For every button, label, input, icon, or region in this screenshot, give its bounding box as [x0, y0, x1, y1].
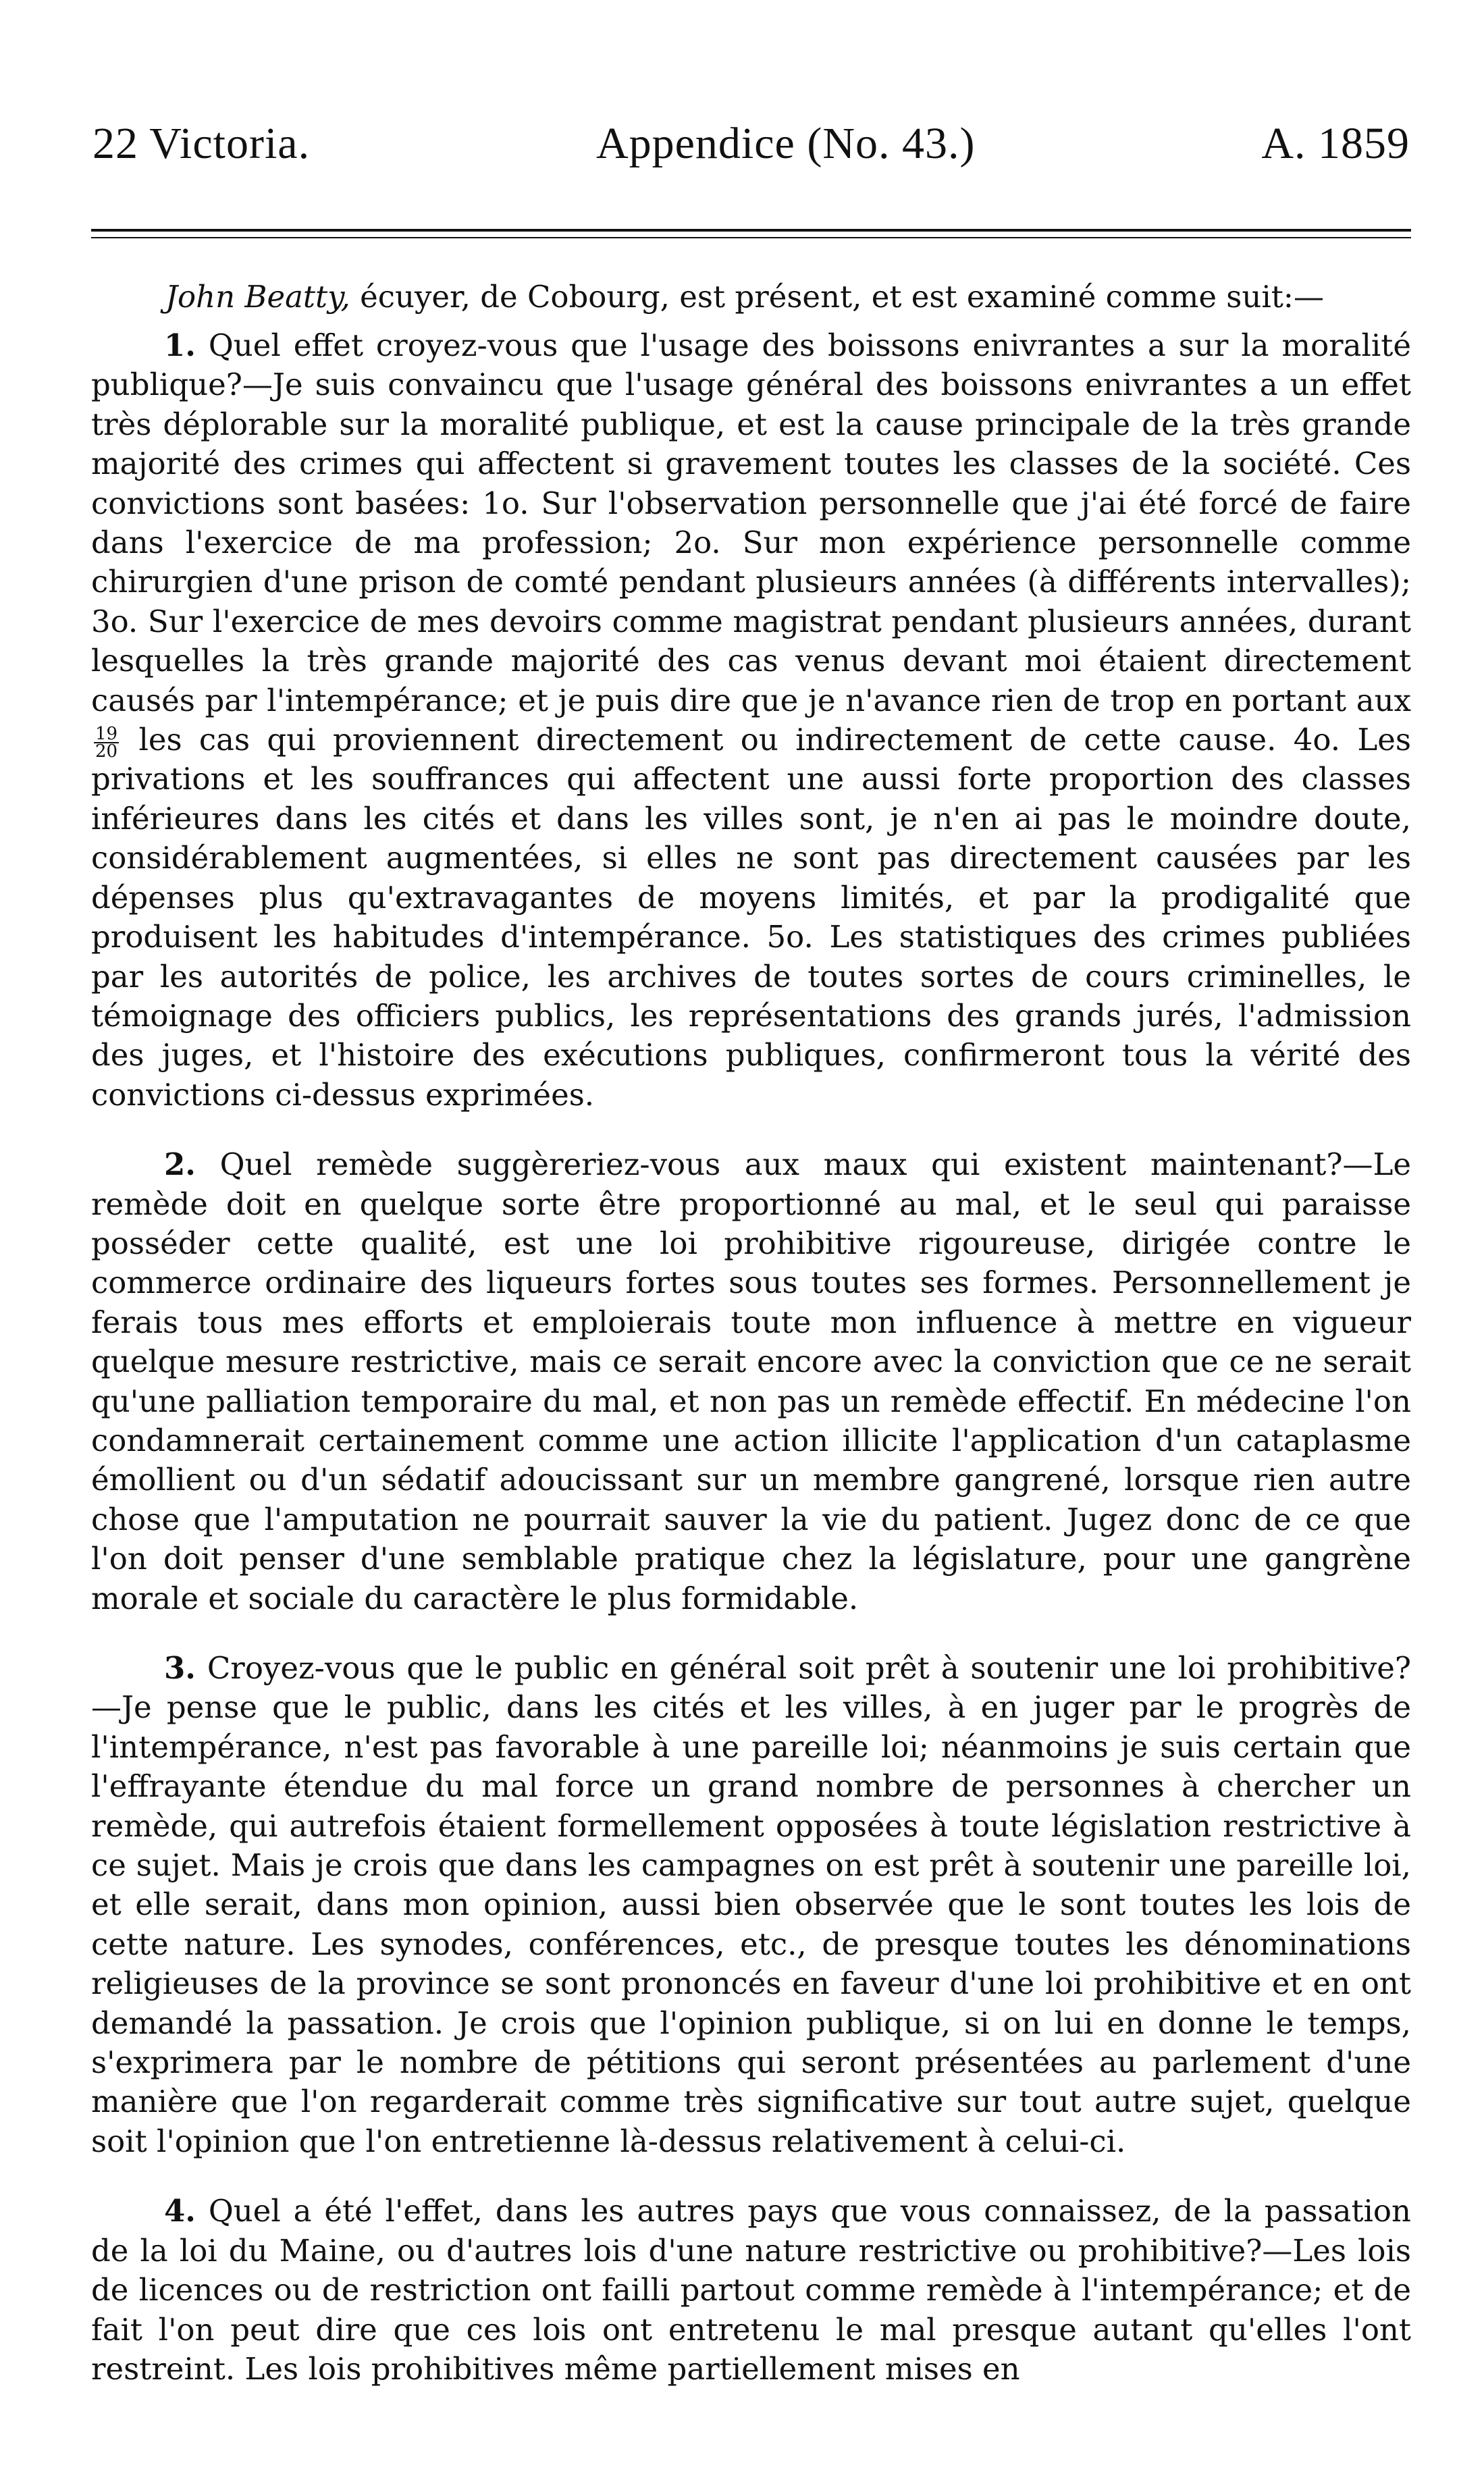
question-3 — [91, 1649, 1411, 2161]
question-3-text: Croyez-vous que le public en général soit prêt à soutenir une loi prohibitive?—Je pense que le public, dans les cités et les villes, à en juger par le progrès de l'intempérance, n'est pas favorable à une pareille loi; néanmoins je suis certain que l'effrayante étendue du mal force un grand nombre de personnes à chercher un remède, qui autrefois étaient formellement opposées à toute législation restrictive à ce sujet. Mais je crois que dans les campagnes on est prêt à soutenir une pareille loi, et elle serait, dans mon opinion, aussi bien observée que le sont toutes les lois de cette nature. Les synodes, conférences, etc., de presque toutes les dénominations religieuses de la province se sont prononcés en faveur d'une loi prohibitive et en ont demandé la passation. Je crois que l'opinion publique, si on lui en donne le temps, s'exprimera par le nombre de pétitions qui seront présentées au parlement d'une manière que l'on regarderait comme très significative sur tout autre sujet, quelque soit l'opinion que l'on entretienne là-dessus relativement à celui-ci. — [91, 1650, 1411, 2159]
witness-name: John Beatty, — [165, 279, 350, 315]
fraction-numerator: 19 — [95, 723, 118, 744]
document-page — [91, 118, 1411, 2419]
question-2-text: Quel remède suggèreriez-vous aux maux qui existent maintenant?—Le remède doit en quelque sorte être proportionné au mal, et le seul qui paraisse posséder cette qualité, est une loi prohibitive rigoureuse, dirigée contre le commerce ordinaire des liqueurs fortes sous toutes ses formes. Personnellement je ferais tous mes efforts et emploierais toute mon influence à mettre en vigueur quelque mesure restrictive, mais ce serait encore avec la conviction que ce ne serait qu'une palliation temporaire du mal, et non pas un remède effectif. En médecine l'on condamnerait certainement comme une action illicite l'application d'un cataplasme émollient ou d'un sédatif adoucissant sur un membre gangrené, lorsque rien autre chose que l'amputation ne pourrait sauver la vie du patient. Jugez donc de ce que l'on doit penser d'une semblable pratique chez la législature, pour une gangrène morale et sociale du caractère le plus formidable. — [91, 1146, 1411, 1616]
header-year: A. 1859 — [1261, 119, 1410, 168]
header-rule — [91, 229, 1411, 238]
question-4-number: 4. — [164, 2193, 196, 2229]
question-3-number: 3. — [164, 1650, 196, 1686]
question-1 — [91, 326, 1411, 1115]
fraction-denominator: 20 — [95, 741, 118, 762]
question-4-text: Quel a été l'effet, dans les autres pays que vous connaissez, de la passation de la loi du Maine, ou d'autres lois d'une nature restrictive ou prohibitive?—Les lois de licences ou de restriction ont failli partout comme remède à l'intempérance; et de fait l'on peut dire que ces lois ont entretenu le mal presque autant qu'elles l'ont restreint. Les lois prohibitives même partiellement mises en — [91, 2193, 1411, 2387]
header-session: 22 Victoria. — [92, 119, 311, 168]
witness-intro — [165, 277, 1411, 317]
header-appendix: Appendice (No. 43.) — [595, 119, 976, 168]
question-2-number: 2. — [164, 1146, 196, 1183]
question-4 — [91, 2192, 1411, 2389]
question-1-text-a: Quel effet croyez-vous que l'usage des boissons enivrantes a sur la moralité publique?—Je suis convaincu que l'usage général des boissons enivrantes a un effet très déplorable sur la moralité publique, et est la cause principale de la très grande majorité des crimes qui affectent si gravement toutes les classes de la société. Ces convictions sont basées: 1o. Sur l'observation personnelle que j'ai été forcé de faire dans l'exercice de ma profession; 2o. Sur mon expérience personnelle comme chirurgien d'une prison de comté pendant plusieurs années (à différents intervalles); 3o. Sur l'exercice de mes devoirs comme magistrat pendant plusieurs années, durant lesquelles la très grande majorité des cas venus devant moi étaient directement causés par l'intempérance; et je puis dire que je n'avance rien de trop en portant aux — [91, 327, 1411, 718]
witness-intro-text: écuyer, de Cobourg, est présent, et est examiné comme suit:— — [350, 279, 1324, 315]
page-header — [91, 118, 1411, 169]
question-1-text-b: les cas qui proviennent directement ou indirectement de cette cause. 4o. Les privations et les souffrances qui affectent une aussi forte proportion des classes inférieures dans les cités et dans les villes sont, je n'en ai pas le moindre doute, considérablement augmentées, si elles ne sont pas directement causées par les dépenses plus qu'extravagantes de moyens limités, et par la prodigalité que produisent les habitudes d'intempérance. 5o. Les statistiques des crimes publiées par les autorités de police, les archives de toutes sortes de cours criminelles, le témoignage des officiers publics, les représentations des grands jurés, l'admission des juges, et l'histoire des exécutions publiques, confirmeront tous la vérité des convictions ci-dessus exprimées. — [91, 722, 1411, 1113]
question-2 — [91, 1145, 1411, 1618]
fraction — [94, 723, 119, 762]
question-1-number: 1. — [164, 327, 196, 363]
